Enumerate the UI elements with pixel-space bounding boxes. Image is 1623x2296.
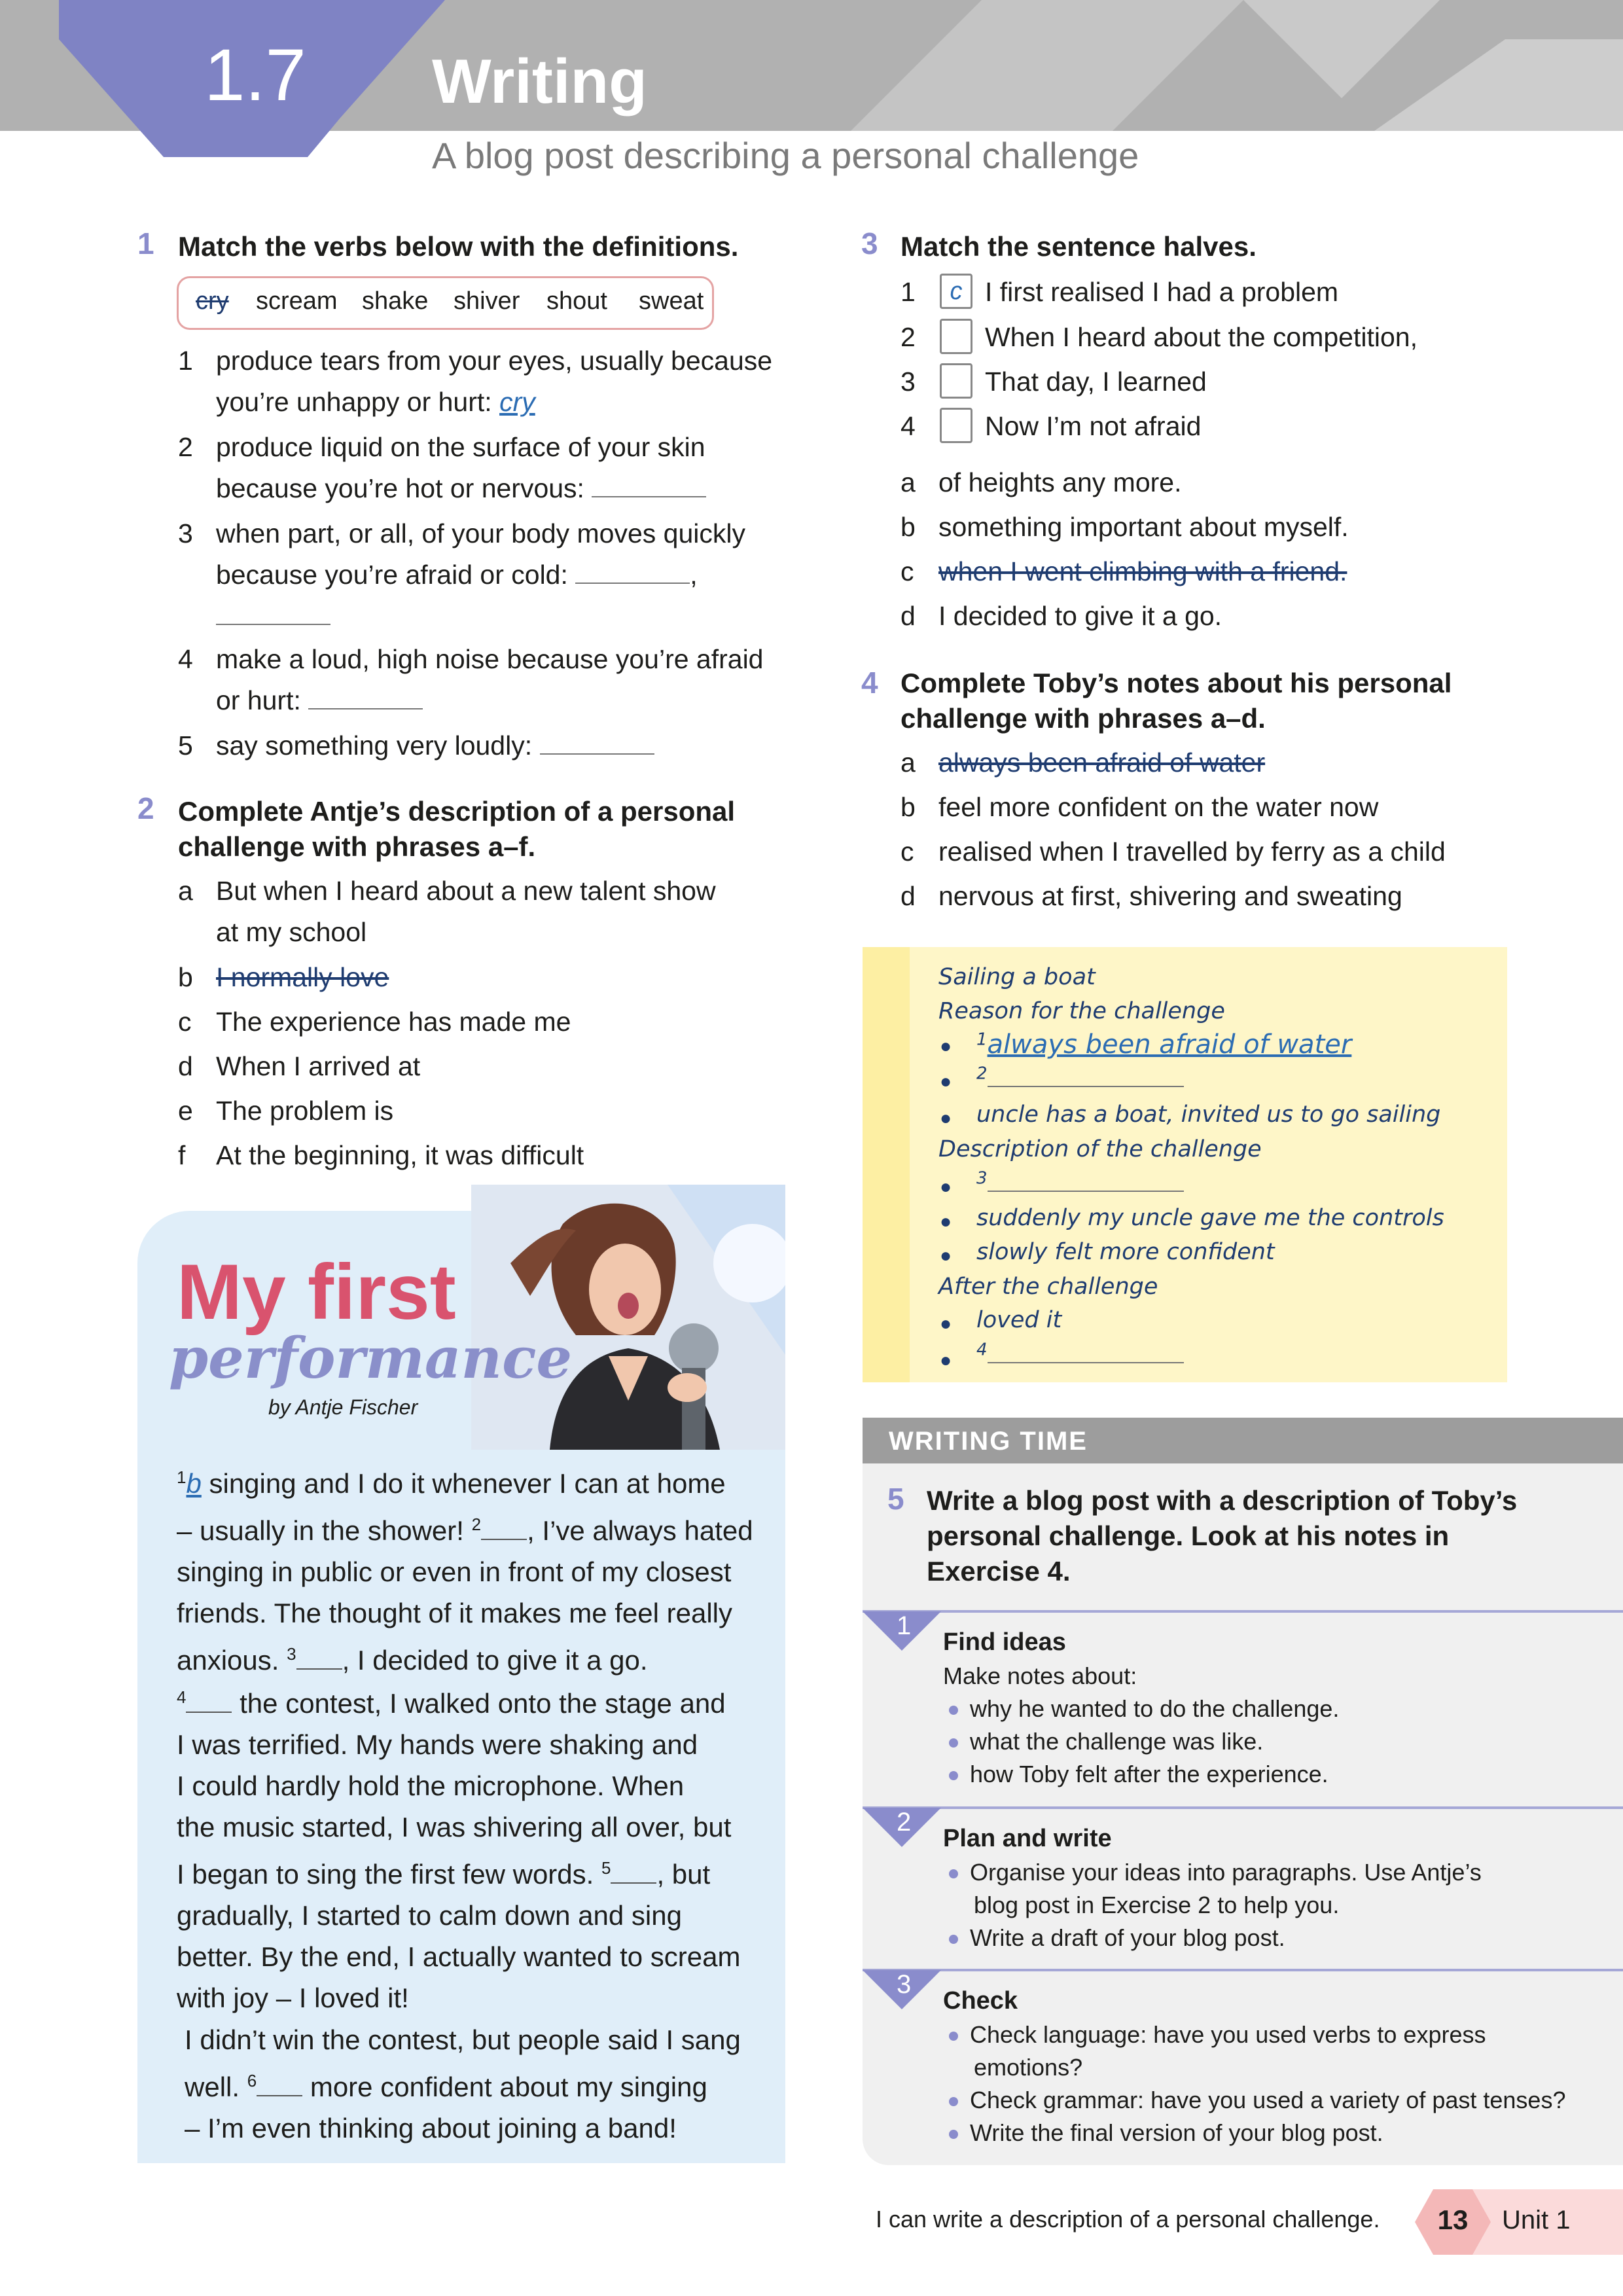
- gap-number: 6: [247, 2071, 257, 2090]
- blog-paragraph-1: [177, 1457, 766, 1681]
- bullet-icon: ●: [940, 1035, 952, 1057]
- ex3-item-text: When I heard about the competition,: [985, 322, 1418, 352]
- ex1-item-text: or hurt:: [216, 685, 301, 715]
- ex1-item-1-num: 1: [178, 346, 193, 376]
- step-bullet: [949, 2084, 1565, 2117]
- ex1-item-text: make a loud, high noise because you’re afraid: [216, 644, 764, 674]
- ex2-phrase: [216, 870, 716, 953]
- blog-byline: by Antje Fischer: [268, 1395, 418, 1419]
- ex3-item-num: 2: [901, 322, 916, 352]
- notes-item: [976, 1030, 1351, 1060]
- ex3-letter: c: [901, 556, 914, 586]
- blog-text: , I’ve always hated: [527, 1515, 753, 1546]
- gap-blank[interactable]: [611, 1859, 656, 1884]
- gap-number: 3: [287, 1644, 296, 1664]
- word: shake: [362, 287, 429, 315]
- can-do-statement: I can write a description of a personal challenge.: [876, 2206, 1380, 2233]
- ex4-option: feel more confident on the water now: [938, 792, 1379, 822]
- bullet-icon: [949, 1935, 958, 1944]
- ex2-phrase: I normally love: [216, 962, 389, 992]
- ex1-item-text: produce tears from your eyes, usually because: [216, 346, 773, 376]
- gap-number: 2: [471, 1515, 482, 1534]
- blog-text: , I decided to give it a go.: [342, 1645, 648, 1676]
- step-number: 1: [897, 1611, 912, 1640]
- ex3-item-text: That day, I learned: [985, 367, 1207, 397]
- ex2-letter: b: [178, 962, 193, 992]
- ex5-instruction: [927, 1483, 1517, 1589]
- step-bullet-text: Check grammar: have you used a variety of past tenses?: [970, 2087, 1566, 2113]
- ex4-letter: b: [901, 792, 916, 822]
- step-divider: [863, 1806, 1623, 1809]
- word: shiver: [454, 287, 520, 315]
- step-bullet: [949, 1856, 1482, 1889]
- bullet-icon: [949, 1869, 958, 1878]
- ex4-letter: a: [901, 747, 916, 778]
- gap-number: 1: [177, 1467, 187, 1487]
- step-bullet-text: Write a draft of your blog post.: [970, 1924, 1285, 1951]
- step-bullet: [949, 2117, 1383, 2149]
- step-bullet: [949, 1758, 1329, 1791]
- ex2-number: 2: [137, 791, 154, 825]
- answer-blank[interactable]: [988, 1168, 1184, 1192]
- bullet-icon: ●: [940, 1211, 952, 1232]
- ex2-letter: d: [178, 1051, 193, 1081]
- ex4-instruction-line: Complete Toby’s notes about his personal: [901, 668, 1452, 698]
- ex2-phrase-text: at my school: [216, 917, 367, 947]
- blog-title: My first: [177, 1248, 456, 1336]
- ex1-item-text: when part, or all, of your body moves quickly: [216, 518, 745, 548]
- bullet-icon: ●: [940, 1350, 952, 1371]
- gap-number: 1: [976, 1030, 988, 1050]
- step-bullet: [949, 1725, 1263, 1758]
- ex3-item-num: 4: [901, 411, 916, 441]
- ex1-item-1: [216, 340, 805, 423]
- blog-title-script: performance: [169, 1325, 573, 1391]
- ex4-instruction: [901, 666, 1452, 736]
- blog-paragraph-2: [177, 1677, 766, 2018]
- word: cry: [196, 287, 229, 315]
- ex5-instruction-line: personal challenge. Look at his notes in: [927, 1520, 1450, 1551]
- ex2-phrase: The problem is: [216, 1096, 394, 1126]
- blog-text: the contest, I walked onto the stage and: [232, 1688, 726, 1719]
- answer-blank[interactable]: [540, 727, 654, 755]
- ex4-option: realised when I travelled by ferry as a child: [938, 836, 1446, 867]
- ex1-instruction: Match the verbs below with the definitions.: [178, 231, 739, 262]
- answer-box[interactable]: c: [940, 274, 972, 309]
- answer-blank[interactable]: [575, 556, 690, 584]
- ex3-option: of heights any more.: [938, 467, 1182, 497]
- ex2-letter: a: [178, 876, 193, 906]
- gap-blank[interactable]: [296, 1645, 342, 1670]
- step-intro: Make notes about:: [943, 1662, 1137, 1689]
- ex1-item-4: [216, 639, 805, 721]
- ex1-item-text: produce liquid on the surface of your skin: [216, 432, 705, 462]
- step-bullet-text: what the challenge was like.: [970, 1728, 1264, 1755]
- singer-photo: [471, 1185, 785, 1450]
- blog-answer[interactable]: b: [186, 1468, 202, 1499]
- blog-paragraph-3: [185, 2019, 774, 2149]
- answer-blank[interactable]: [988, 1064, 1184, 1087]
- page-subtitle: A blog post describing a personal challenge: [432, 135, 1139, 176]
- answer-blank[interactable]: [308, 682, 423, 709]
- ex2-phrase: When I arrived at: [216, 1051, 421, 1081]
- blog-text: I began to sing the first few words.: [177, 1859, 594, 1890]
- step-bullet: [949, 1922, 1285, 1954]
- ex1-item-text: because you’re afraid or cold:: [216, 560, 568, 590]
- ex2-letter: e: [178, 1096, 193, 1126]
- ex1-answer[interactable]: cry: [499, 387, 535, 417]
- blog-text: – I’m even thinking about joining a band!: [185, 2113, 677, 2144]
- blog-text: friends. The thought of it makes me feel really: [177, 1598, 732, 1628]
- ex3-item-num: 1: [901, 277, 916, 307]
- ex4-instruction-line: challenge with phrases a–d.: [901, 703, 1266, 734]
- bullet-icon: ●: [940, 1071, 952, 1092]
- step-title: Check: [943, 1987, 1018, 2015]
- step-bullet: [949, 2018, 1486, 2051]
- unit-number: 1.7: [204, 34, 306, 116]
- notes-item: loved it: [976, 1307, 1062, 1333]
- step-number: 2: [897, 1808, 912, 1837]
- step-bullet-text: how Toby felt after the experience.: [970, 1761, 1329, 1787]
- ex3-item-text: I first realised I had a problem: [985, 277, 1339, 307]
- blog-text: the music started, I was shivering all over, but: [177, 1812, 732, 1842]
- notes-item: uncle has a boat, invited us to go sailing: [976, 1102, 1441, 1128]
- step-bullet-text: Check language: have you used verbs to express: [970, 2021, 1486, 2048]
- bullet-icon: [949, 2097, 958, 2106]
- ex1-item-text: say something very loudly:: [216, 730, 533, 761]
- page-number: 13: [1437, 2204, 1469, 2235]
- blog-text: anxious.: [177, 1645, 279, 1676]
- ex2-letter: c: [178, 1007, 192, 1037]
- ex3-letter: a: [901, 467, 916, 497]
- blog-text: I could hardly hold the microphone. When: [177, 1770, 685, 1801]
- ex1-number: 1: [137, 226, 154, 260]
- answer-blank[interactable]: [988, 1340, 1184, 1363]
- ex5-instruction-line: Exercise 4.: [927, 1556, 1071, 1587]
- bullet-icon: [949, 1738, 958, 1748]
- notes-heading: Reason for the challenge: [938, 998, 1225, 1024]
- step-title: Plan and write: [943, 1825, 1112, 1852]
- ex2-instruction: [178, 794, 735, 865]
- ex4-letter: c: [901, 836, 914, 867]
- answer-box[interactable]: [940, 363, 972, 399]
- ex3-item-num: 3: [901, 367, 916, 397]
- word: scream: [256, 287, 338, 315]
- bullet-icon: [949, 2032, 958, 2041]
- ex5-number: 5: [887, 1482, 904, 1516]
- gap-blank[interactable]: [257, 2072, 302, 2096]
- bullet-icon: [949, 1771, 958, 1780]
- gap-number: 2: [976, 1064, 988, 1084]
- unit-label: Unit 1: [1502, 2206, 1571, 2234]
- gap-blank[interactable]: [481, 1515, 527, 1540]
- blog-text: better. By the end, I actually wanted to scream: [177, 1941, 741, 1972]
- notes-item: [976, 1168, 1184, 1198]
- word-box: [177, 276, 714, 330]
- ex2-phrase: The experience has made me: [216, 1007, 571, 1037]
- notes-item: [976, 1064, 1184, 1093]
- notes-item: suddenly my uncle gave me the controls: [976, 1205, 1444, 1231]
- gap-number: 4: [976, 1340, 988, 1360]
- ex1-item-3-num: 3: [178, 518, 193, 548]
- notes-title: Sailing a boat: [938, 964, 1096, 990]
- step-title: Find ideas: [943, 1628, 1066, 1656]
- ex3-letter: d: [901, 601, 916, 631]
- step-bullet-text: emotions?: [974, 2054, 1083, 2081]
- blog-text: well.: [185, 2072, 240, 2102]
- notes-heading: After the challenge: [938, 1274, 1158, 1300]
- answer-box[interactable]: [940, 408, 972, 443]
- ex1-item-2: [216, 427, 805, 509]
- blog-text: gradually, I started to calm down and sing: [177, 1900, 682, 1931]
- ex1-item-5-num: 5: [178, 730, 193, 761]
- ex4-option: nervous at first, shivering and sweating: [938, 881, 1402, 911]
- ex1-item-3: [216, 513, 805, 637]
- ex3-letter: b: [901, 512, 916, 542]
- ex2-phrase: At the beginning, it was difficult: [216, 1140, 584, 1170]
- step-number: 3: [897, 1970, 912, 1999]
- ex1-item-text: you’re unhappy or hurt:: [216, 387, 492, 417]
- blog-text: with joy – I loved it!: [177, 1982, 409, 2013]
- ex1-item-text: because you’re hot or nervous:: [216, 473, 584, 503]
- notes-stripe: [863, 947, 910, 1382]
- ex1-item-5: [216, 725, 805, 766]
- comma: ,: [690, 560, 698, 590]
- gap-blank[interactable]: [186, 1688, 232, 1713]
- ex3-item-text: Now I’m not afraid: [985, 411, 1202, 441]
- ex2-phrase-text: But when I heard about a new talent show: [216, 876, 716, 906]
- bullet-icon: ●: [940, 1245, 952, 1266]
- ex1-item-4-num: 4: [178, 644, 193, 674]
- blog-text: I didn’t win the contest, but people said I sang: [185, 2024, 741, 2055]
- ex3-instruction: Match the sentence halves.: [901, 231, 1257, 262]
- step-bullet-text: Write the final version of your blog post.: [970, 2119, 1383, 2146]
- ex2-instruction-line: challenge with phrases a–f.: [178, 831, 536, 862]
- blog-text: I was terrified. My hands were shaking and: [177, 1729, 698, 1760]
- word: shout: [546, 287, 607, 315]
- ex3-option: something important about myself.: [938, 512, 1349, 542]
- answer-blank[interactable]: [216, 598, 330, 625]
- blog-text: – usually in the shower!: [177, 1515, 464, 1546]
- writing-time-title: WRITING TIME: [889, 1427, 1088, 1456]
- bullet-icon: [949, 2130, 958, 2139]
- page-title: Writing: [432, 46, 647, 117]
- ex4-option: always been afraid of water: [938, 747, 1266, 778]
- step-bullet-text: why he wanted to do the challenge.: [970, 1695, 1340, 1722]
- gap-number: 5: [601, 1858, 611, 1878]
- bullet-icon: ●: [940, 1107, 952, 1129]
- word: sweat: [639, 287, 704, 315]
- blog-text: singing and I do it whenever I can at home: [201, 1468, 726, 1499]
- blog-text: more confident about my singing: [302, 2072, 707, 2102]
- ex3-number: 3: [861, 226, 878, 260]
- ex3-option: I decided to give it a go.: [938, 601, 1222, 631]
- ex2-instruction-line: Complete Antje’s description of a personal: [178, 796, 736, 827]
- step-divider: [863, 1610, 1623, 1613]
- gap-number: 4: [177, 1687, 187, 1707]
- notes-heading: Description of the challenge: [938, 1136, 1262, 1162]
- notes-item: [976, 1340, 1184, 1369]
- blog-text: singing in public or even in front of my closest: [177, 1556, 732, 1587]
- ex2-letter: f: [178, 1140, 186, 1170]
- step-bullet-text: Organise your ideas into paragraphs. Use Antje’s: [970, 1859, 1482, 1886]
- step-divider: [863, 1969, 1623, 1971]
- step-bullet: [949, 1693, 1339, 1725]
- notes-item: slowly felt more confident: [976, 1239, 1275, 1265]
- ex4-number: 4: [861, 666, 878, 700]
- gap-number: 3: [976, 1168, 988, 1189]
- ex1-item-2-num: 2: [178, 432, 193, 462]
- bullet-icon: [949, 1706, 958, 1715]
- ex3-option: when I went climbing with a friend.: [938, 556, 1347, 586]
- blog-text: , but: [656, 1859, 711, 1890]
- ex5-instruction-line: Write a blog post with a description of Toby’s: [927, 1485, 1518, 1516]
- bullet-icon: ●: [940, 1313, 952, 1335]
- ex4-letter: d: [901, 881, 916, 911]
- answer-box[interactable]: [940, 319, 972, 354]
- step-bullet-text: blog post in Exercise 2 to help you.: [974, 1892, 1340, 1918]
- notes-answer[interactable]: always been afraid of water: [987, 1030, 1352, 1060]
- bullet-icon: ●: [940, 1176, 952, 1198]
- answer-blank[interactable]: [592, 470, 706, 497]
